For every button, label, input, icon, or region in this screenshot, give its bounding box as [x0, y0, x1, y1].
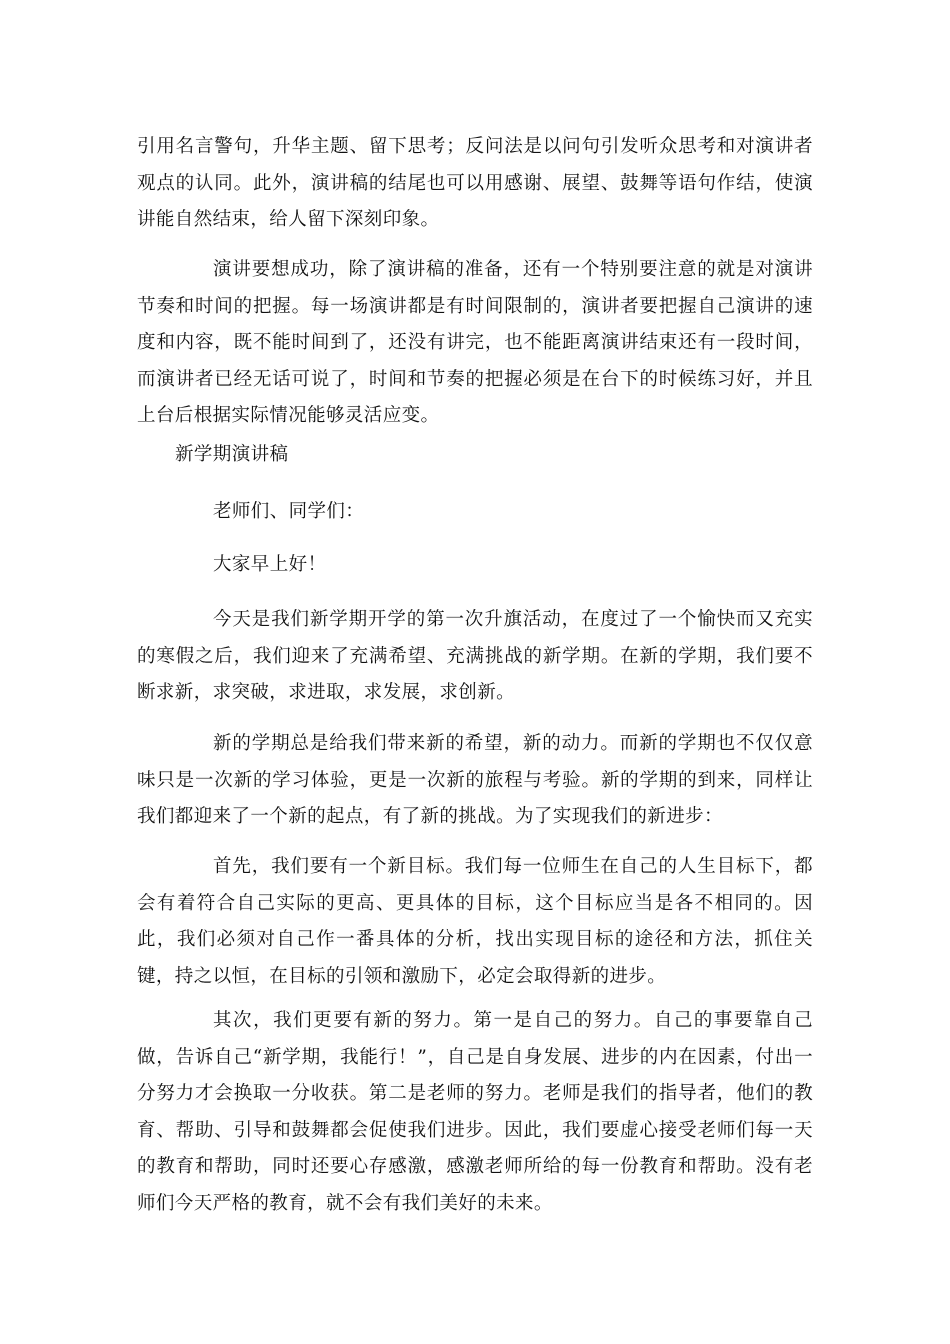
paragraph-rhythm-and-timing: 演讲要想成功，除了演讲稿的准备，还有一个特别要注意的就是对演讲节奏和时间的把握。每一场演讲都是有时间限制的，演讲者要把握自己演讲的速度和内容，既不能时间到了，还没有讲完，也不能距离演讲结束还有一段时间，而演讲者已经无话可说了，时间和节奏的把握必须是在台下的时候练习好，并且上台后根据实际情况能够灵活应变。	[137, 259, 813, 426]
paragraph-speech-ending-methods: 引用名言警句，升华主题、留下思考；反问法是以问句引发听众思考和对演讲者观点的认同。此外，演讲稿的结尾也可以用感谢、展望、鼓舞等语句作结，使演讲能自然结束，给人留下深刻印象。	[137, 136, 813, 230]
paragraph-new-semester-hope: 新的学期总是给我们带来新的希望，新的动力。而新的学期也不仅仅意味只是一次新的学习体验，更是一次新的旅程与考验。新的学期的到来，同样让我们都迎来了一个新的起点，有了新的挑战。为了实现我们的新进步：	[137, 733, 813, 827]
section-title: 新学期演讲稿	[175, 444, 289, 465]
paragraph-opening: 今天是我们新学期开学的第一次升旗活动，在度过了一个愉快而又充实的寒假之后，我们迎来了充满希望、充满挑战的新学期。在新的学期，我们要不断求新，求突破，求进取，求发展，求创新。	[137, 609, 813, 703]
greeting: 大家早上好！	[213, 554, 327, 575]
paragraph-new-goal: 首先，我们要有一个新目标。我们每一位师生在自己的人生目标下，都会有着符合自己实际的更高、更具体的目标，这个目标应当是各不相同的。因此，我们必须对自己作一番具体的分析，找出实现目标的途径和方法，抓住关键，持之以恒，在目标的引领和激励下，必定会取得新的进步。	[137, 856, 813, 987]
paragraph-new-effort: 其次，我们更要有新的努力。第一是自己的努力。自己的事要靠自己做，告诉自己“新学期，我能行！”，自己是自身发展、进步的内在因素，付出一分努力才会换取一分收获。第二是老师的努力。老师是我们的指导者，他们的教育、帮助、引导和鼓舞都会促使我们进步。因此，我们要虚心接受老师们每一天的教育和帮助，同时还要心存感激，感激老师所给的每一份教育和帮助。没有老师们今天严格的教育，就不会有我们美好的未来。	[137, 1010, 813, 1214]
salutation: 老师们、同学们：	[213, 501, 365, 522]
